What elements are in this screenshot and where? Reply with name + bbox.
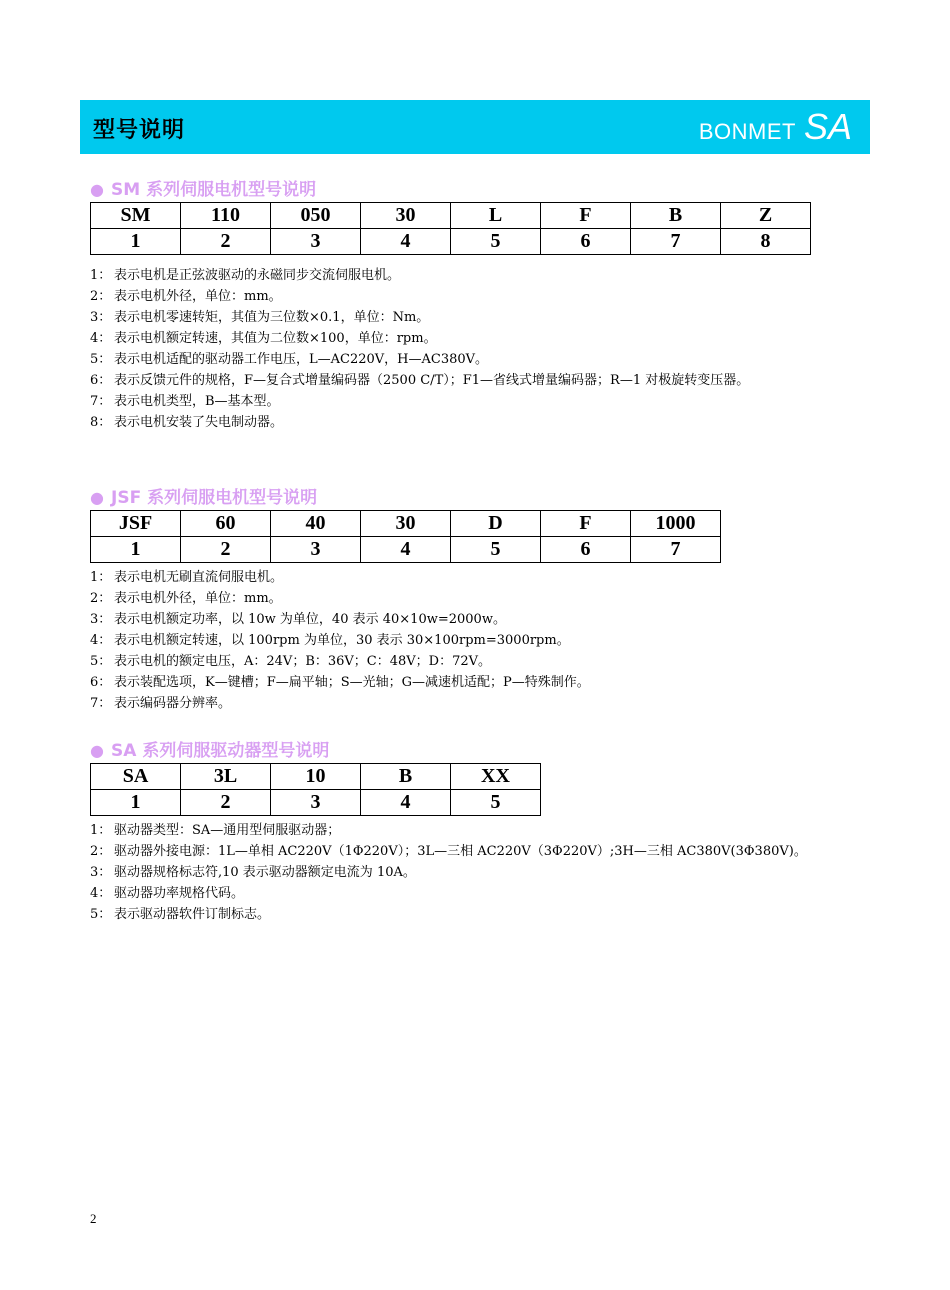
bullet-icon: ● [90,488,104,507]
note-text: 表示电机适配的驱动器工作电压，L—AC220V，H—AC380V。 [114,352,489,367]
position-cell: 4 [361,537,451,563]
note-number: 4： [90,633,112,648]
note-text: 表示电机无刷直流伺服电机。 [114,570,284,585]
note-number: 6： [90,675,112,690]
note-text: 驱动器外接电源：1L—单相 AC220V（1Φ220V）；3L—三相 AC220V（3Φ220V）;3H—三相 AC380V(3Φ380V)。 [114,844,807,859]
code-cell: L [451,203,541,229]
note-text: 驱动器类型：SA—通用型伺服驱动器； [114,823,341,838]
code-row [91,764,541,790]
note-item [90,588,870,609]
position-cell: 4 [361,790,451,816]
note-number: 2： [90,591,112,606]
position-cell: 1 [91,537,181,563]
note-number: 3： [90,865,112,880]
note-number: 2： [90,844,112,859]
position-cell: 5 [451,537,541,563]
sm-series-section [90,178,870,433]
model-code-table [90,510,721,563]
model-code-table [90,763,541,816]
note-item [90,412,870,433]
note-text: 表示电机零速转矩，其值为三位数×0.1，单位：Nm。 [114,310,430,325]
note-item [90,349,870,370]
note-number: 1： [90,268,112,283]
note-item [90,567,870,588]
note-number: 3： [90,310,112,325]
note-text: 表示电机额定功率，以 10w 为单位，40 表示 40×10w=2000w。 [114,612,506,627]
note-text: 表示电机是正弦波驱动的永磁同步交流伺服电机。 [114,268,401,283]
note-number: 5： [90,907,112,922]
note-number: 4： [90,886,112,901]
position-cell: 4 [361,229,451,255]
note-text: 表示编码器分辨率。 [114,696,232,711]
note-text: 表示驱动器软件订制标志。 [114,907,271,922]
note-number: 7： [90,394,112,409]
code-cell: 050 [271,203,361,229]
section-title: JSF 系列伺服电机型号说明 [111,488,318,508]
note-item [90,862,870,883]
notes-list [90,567,870,714]
position-cell: 2 [181,537,271,563]
notes-list [90,820,870,925]
position-row [91,790,541,816]
code-cell: 60 [181,511,271,537]
code-cell: 3L [181,764,271,790]
code-row [91,511,721,537]
code-cell: JSF [91,511,181,537]
note-number: 1： [90,823,112,838]
code-cell: SM [91,203,181,229]
note-item [90,841,870,862]
note-number: 8： [90,415,112,430]
bullet-icon: ● [90,180,104,199]
position-cell: 7 [631,537,721,563]
position-row [91,537,721,563]
page-number: 2 [90,1211,97,1226]
note-text: 表示电机外径，单位：mm。 [114,591,282,606]
position-cell: 5 [451,790,541,816]
note-text: 表示电机类型，B—基本型。 [114,394,280,409]
note-item [90,328,870,349]
sa-driver-section [90,739,870,925]
note-item [90,672,870,693]
code-cell: F [541,203,631,229]
note-item [90,265,870,286]
note-number: 6： [90,373,112,388]
note-number: 5： [90,352,112,367]
note-text: 表示反馈元件的规格，F—复合式增量编码器（2500 C/T）；F1—省线式增量编码器；R—1 对极旋转变压器。 [114,373,750,388]
brand-name: BONMET [698,119,796,144]
brand-logo [699,106,852,148]
position-cell: 6 [541,537,631,563]
note-number: 3： [90,612,112,627]
code-cell: SA [91,764,181,790]
section-heading [90,486,870,510]
position-cell: 5 [451,229,541,255]
position-cell: 8 [721,229,811,255]
code-cell: Z [721,203,811,229]
code-cell: 110 [181,203,271,229]
note-item [90,307,870,328]
position-row [91,229,811,255]
note-text: 表示电机的额定电压，A：24V；B：36V；C：48V；D：72V。 [114,654,492,669]
note-text: 表示电机安装了失电制动器。 [114,415,284,430]
note-text: 表示电机额定转速，其值为二位数×100，单位：rpm。 [114,331,437,346]
position-cell: 3 [271,537,361,563]
note-number: 5： [90,654,112,669]
note-text: 表示电机外径，单位：mm。 [114,289,282,304]
code-cell: 40 [271,511,361,537]
position-cell: 3 [271,790,361,816]
code-cell: F [541,511,631,537]
note-item [90,391,870,412]
position-cell: 2 [181,229,271,255]
note-item [90,286,870,307]
note-text: 表示电机额定转速，以 100rpm 为单位，30 表示 30×100rpm=3000rpm。 [114,633,570,648]
position-cell: 2 [181,790,271,816]
code-cell: 10 [271,764,361,790]
note-text: 驱动器功率规格代码。 [114,886,245,901]
note-item [90,630,870,651]
section-title: SA 系列伺服驱动器型号说明 [111,741,330,761]
code-cell: 30 [361,511,451,537]
note-item [90,904,870,925]
note-number: 2： [90,289,112,304]
note-number: 4： [90,331,112,346]
note-number: 7： [90,696,112,711]
note-item [90,370,870,391]
page-title: 型号说明 [93,118,186,143]
section-heading [90,178,870,202]
brand-model: SA [803,106,852,147]
code-cell: B [631,203,721,229]
note-item [90,651,870,672]
note-item [90,883,870,904]
section-heading [90,739,870,763]
position-cell: 1 [91,790,181,816]
note-text: 表示装配选项，K—键槽；F—扁平轴；S—光轴；G—减速机适配；P—特殊制作。 [114,675,590,690]
note-number: 1： [90,570,112,585]
note-item [90,693,870,714]
bullet-icon: ● [90,741,104,760]
code-cell: D [451,511,541,537]
notes-list [90,265,870,433]
code-cell: 30 [361,203,451,229]
position-cell: 6 [541,229,631,255]
note-text: 驱动器规格标志符,10 表示驱动器额定电流为 10A。 [114,865,416,880]
model-code-table [90,202,811,255]
code-row [91,203,811,229]
header-bar [80,100,870,154]
code-cell: B [361,764,451,790]
code-cell: XX [451,764,541,790]
position-cell: 1 [91,229,181,255]
note-item [90,609,870,630]
code-cell: 1000 [631,511,721,537]
jsf-series-section [90,486,870,714]
section-title: SM 系列伺服电机型号说明 [111,180,317,200]
position-cell: 7 [631,229,721,255]
position-cell: 3 [271,229,361,255]
note-item [90,820,870,841]
